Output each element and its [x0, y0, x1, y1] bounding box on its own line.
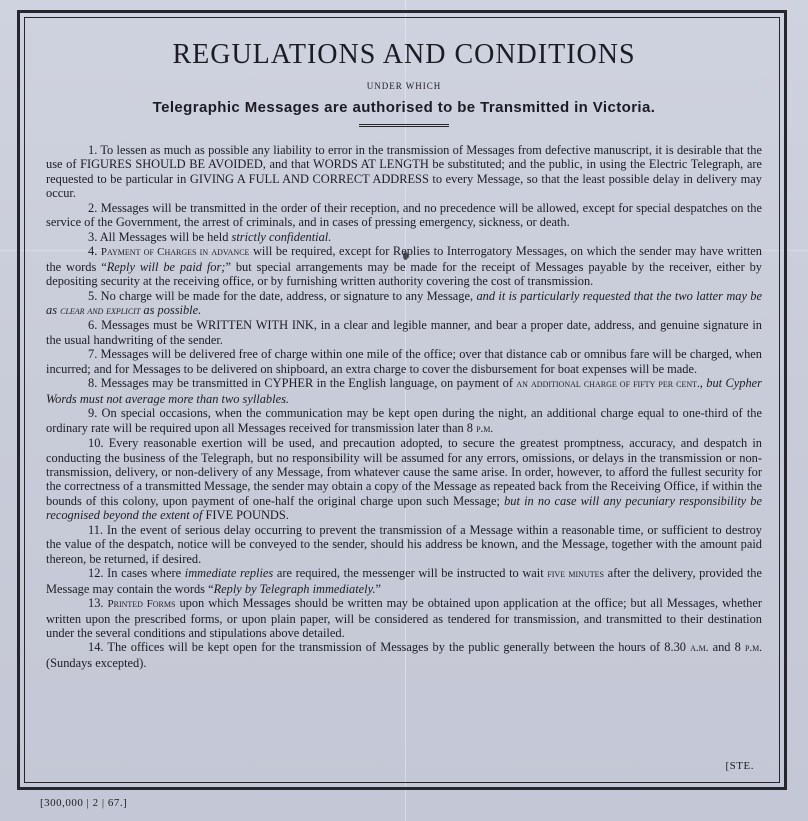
clause-10: 10. Every reasonable exertion will be used, and precaution adopted, to secure the greatest promptness, accuracy, and despatch in conducting the business of the Telegraph, but no responsibility will be assumed for any errors, omissions, or delays in the transmission or non-transmission, delivery, or non-delivery of any Message, from whatever cause the same arise. In order, however, to afford the fullest security for the correctness of a transmitted Message, the sender may obtain a copy of the Message as repeated back from the Receiving Office, if within the bounds of this colony, upon payment of one-half the original charge upon such Message; but in no case will any pecuniary responsibility be recognised beyond the extent of FIVE POUNDS.: [46, 436, 762, 523]
clause-4: 4. Payment of Charges in advance will be required, except for Replies to Interrogatory Messages, on which the sender may have written the words “Reply will be paid for;” but special arrangements may be made for the receipt of Messages payable by the receiver, either by depositing security at the receiving office, or by furnishing written authority covering the cost of transmission.: [46, 244, 763, 289]
clause-8: 8. Messages may be transmitted in CYPHER in the English language, on payment of an additional charge of fifty per cent., but Cypher Words must not average more than two syllables.: [46, 376, 762, 406]
clause-6: 6. Messages must be WRITTEN WITH INK, in a clear and legible manner, and bear a proper date, address, and genuine signature in the usual handwriting of the sender.: [46, 318, 762, 347]
clause-3: 3. All Messages will be held strictly confidential.: [88, 229, 332, 244]
clause-9: 9. On special occasions, when the communication may be kept open during the night, an additional charge equal to one-third of the ordinary rate will be required upon all Messages received for transmission later than 8 p.m.: [46, 406, 762, 435]
printer-mark: [STE.: [725, 760, 754, 772]
clause-1: 1. To lessen as much as possible any liability to error in the transmission of Messages from defective manuscript, it is desirable that the use of FIGURES SHOULD BE AVOIDED, and that WORDS AT LENGTH be substituted; and the public, in using the Electric Telegraph, are requested to be particular in GIVING A FULL AND CORRECT ADDRESS to every Message, so that the least possible delay in delivery may occur.: [46, 143, 762, 201]
document-body: [46, 38, 762, 778]
clauses-list: [46, 143, 762, 670]
clause-12: 12. In cases where immediate replies are required, the messenger will be instructed to wait five minutes after the delivery, provided the Message may contain the words “Reply by Telegraph immediately.”: [46, 566, 762, 596]
document-title: REGULATIONS AND CONDITIONS: [172, 39, 636, 70]
clause-5: 5. No charge will be made for the date, address, or signature to any Message, and it is particularly requested that the two latter may be as clear and explicit as possible.: [46, 288, 762, 317]
clause-2: 2. Messages will be transmitted in the order of their reception, and no precedence will be allowed, except for special despatches on the service of the Government, the arrest of criminals, and in cases of pressing emergency, sickness, or death.: [46, 200, 762, 230]
clause-7: 7. Messages will be delivered free of charge within one mile of the office; over that distance cab or omnibus fare will be charged, when incurred; and for Messages to be delivered on shipboard, an extra charge to cover the disbursement for boat expenses will be made.: [46, 347, 762, 376]
document-subtitle: UNDER WHICH: [366, 81, 442, 91]
document-heading: Telegraphic Messages are authorised to be Transmitted in Victoria.: [152, 99, 656, 116]
print-run-footer: [300,000 | 2 | 67.]: [40, 797, 128, 809]
clause-14: 14. The offices will be kept open for the transmission of Messages by the public generally between the hours of 8.30 a.m. and 8 p.m. (Sundays excepted).: [46, 640, 762, 670]
heading-divider: [359, 124, 449, 127]
clause-11: 11. In the event of serious delay occurring to prevent the transmission of a Message within a reasonable time, or sufficient to destroy the value of the despatch, notice will be conveyed to the sender, should his address be known, and the Message, together with the amount paid thereon, be returned, if desired.: [46, 522, 762, 566]
clause-13: 13. Printed Forms upon which Messages should be written may be obtained upon application at the office; but all Messages, whether written upon the prescribed forms, or upon plain paper, will be considered as tendered for transmission, and transmitted to their destination under the several conditions and stipulations above detailed.: [46, 596, 762, 640]
